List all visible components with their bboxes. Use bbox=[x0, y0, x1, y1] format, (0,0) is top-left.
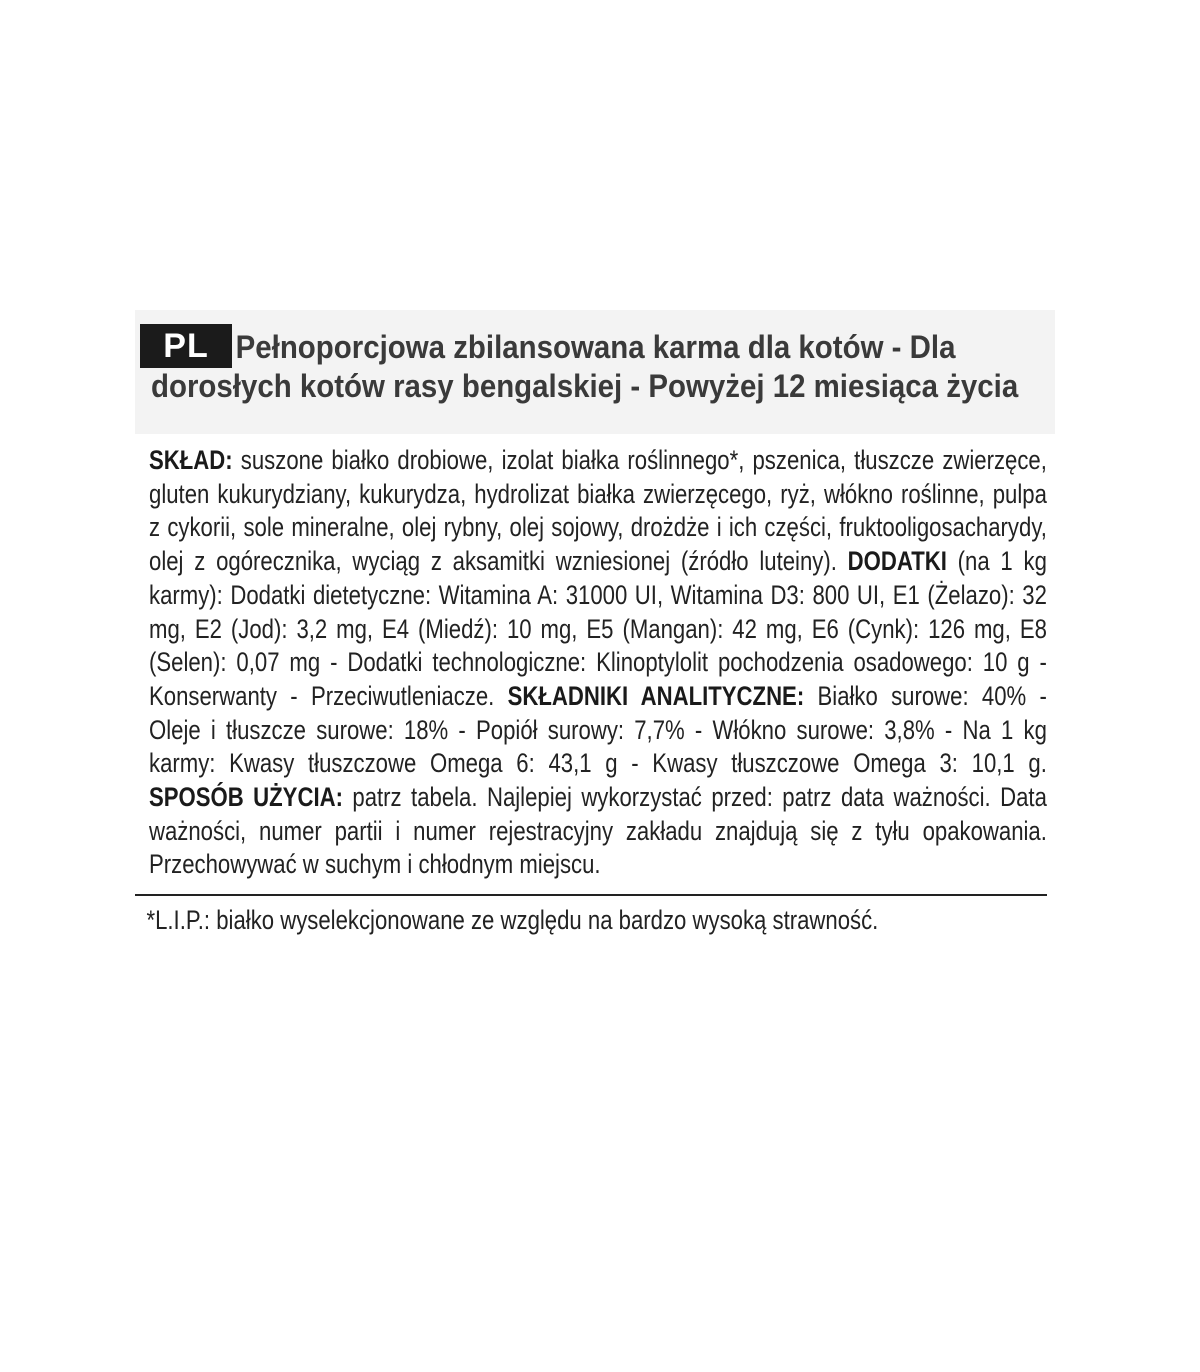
composition-label: SKŁAD: bbox=[149, 445, 233, 475]
additives-label: DODATKI bbox=[847, 546, 947, 577]
ingredients-paragraph bbox=[149, 444, 1047, 882]
analytical-label: SKŁADNIKI ANALITYCZNE: bbox=[507, 680, 805, 711]
language-badge: PL bbox=[140, 324, 232, 368]
label-body bbox=[135, 434, 1055, 882]
divider bbox=[135, 894, 1047, 896]
product-label bbox=[135, 310, 1055, 937]
usage-text: patrz tabela. Najlepiej wykorzystać przed: patrz data ważności. Data ważności, numer partii i numer rejestracyjny zakładu znajdują się z tyłu opakowania. Przechowywać w suchym i chłodnym miejscu. bbox=[149, 782, 1047, 880]
additives-text: (na 1 kg karmy): Dodatki dietetyczne: Witamina A: 31000 UI, Witamina D3: 800 UI, E1 (Żelazo): 32 mg, E2 (Jod): 3,2 mg, E4 (Miedź): 10 mg, E5 (Mangan): 42 mg, E6 (Cynk): 126 mg, E8 (Selen): 0,07 mg - Dodatki technologiczne: Klinoptylolit pochodzenia osadowego: 10 g - Konserwanty - Przeciwutleniacze. bbox=[149, 546, 1047, 711]
product-title: Pełnoporcjowa zbilansowana karma dla kotów - Dla dorosłych kotów rasy bengalskiej - Powyżej 12 miesiąca życia bbox=[151, 329, 1019, 404]
label-header bbox=[135, 310, 1055, 434]
footnote: *L.I.P.: białko wyselekcjonowane ze względu na bardzo wysoką strawność. bbox=[146, 905, 879, 936]
analytical-text: Białko surowe: 40% - Oleje i tłuszcze surowe: 18% - Popiół surowy: 7,7% - Włókno surowe: 3,8% - Na 1 kg karmy: Kwasy tłuszczowe Omega 6: 43,1 g - Kwasy tłuszczowe Omega 3: 10,1 g. bbox=[149, 680, 1047, 779]
composition-text: suszone białko drobiowe, izolat białka roślinnego*, pszenica, tłuszcze zwierzęce, gluten kukurydziany, kukurydza, hydrolizat białka zwierzęcego, ryż, włókno roślinne, pulpa z cykorii, sole mineralne, olej rybny, olej sojowy, drożdże i ich części, fruktooligosacharydy, olej z ogórecznika, wyciąg z aksamitki wzniesionej (źródło luteiny). bbox=[149, 445, 1047, 577]
usage-label: SPOSÓB UŻYCIA: bbox=[149, 782, 343, 813]
